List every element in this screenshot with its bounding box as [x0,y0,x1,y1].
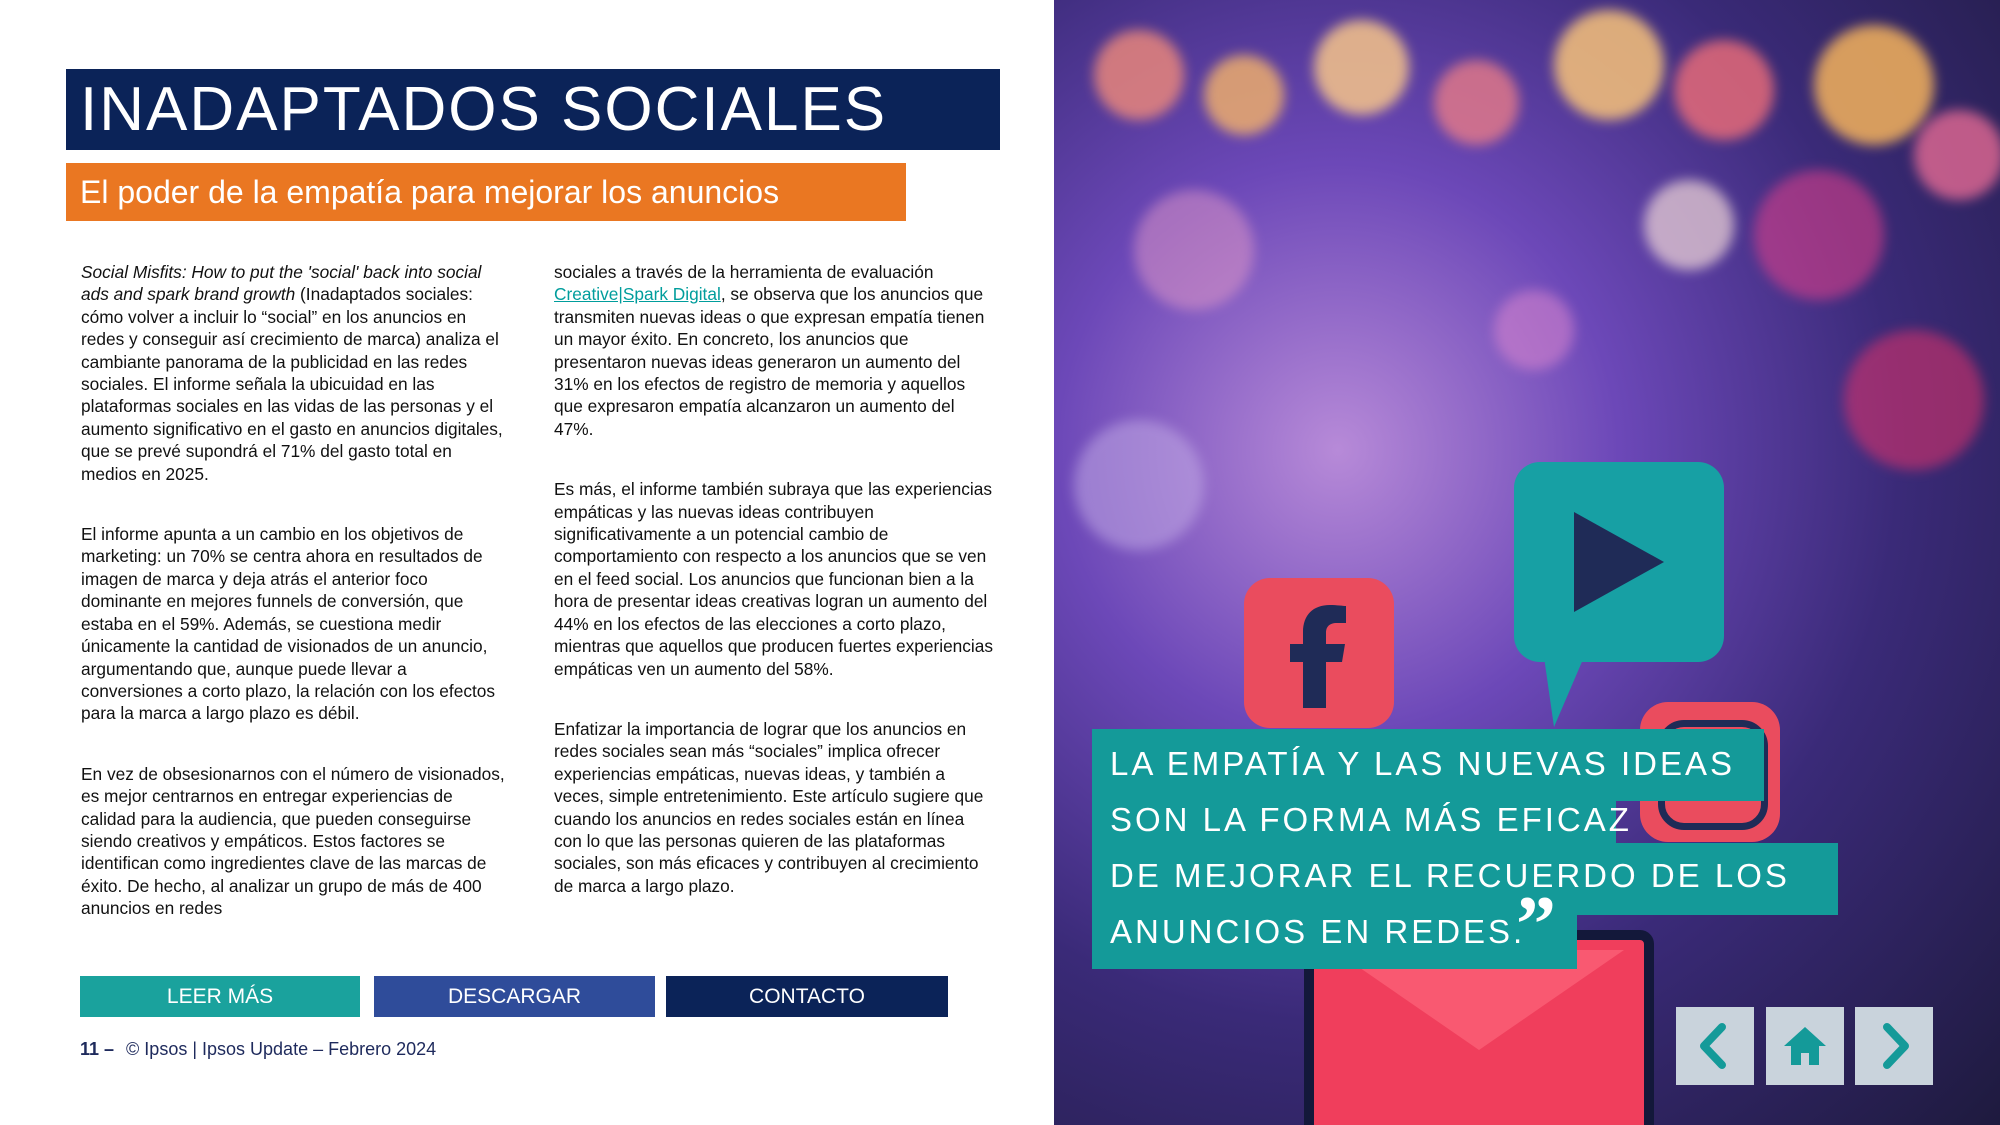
quote-line-1: LA EMPATÍA Y LAS NUEVAS IDEAS [1110,745,1736,782]
paragraph-4-start: sociales a través de la herramienta de evaluación [554,262,934,282]
previous-page-button[interactable] [1676,1007,1754,1085]
page-number: 11 – [80,1039,115,1059]
paragraph-5: Es más, el informe también subraya que las experiencias empáticas y las nuevas ideas contribuyen significativamente a un potencial cambio de comportamiento con respecto a los anuncios que se ven en el feed social. Los anuncios que funcionan bien a la hora de presentar ideas creativas logran un aumento del 44% en los efectos de las elecciones a corto plazo, mientras que aquellos que producen fuertes experiencias empáticas ven un aumento del 58%. [554,479,994,679]
text-column-2 [554,261,994,935]
report-title: Social Misfits: How to put the 'social' back into social ads and spark brand growth [81,262,482,305]
page-subtitle: El poder de la empatía para mejorar los anuncios [66,163,906,221]
quote-line-2: SON LA FORMA MÁS EFICAZ [1110,801,1632,838]
paragraph-1 [81,261,511,485]
hero-image [1054,0,2000,1125]
closing-quote-mark: ” [1516,881,1556,969]
facebook-icon [1244,578,1394,728]
paragraph-4 [554,261,994,440]
bokeh-light [1674,40,1774,140]
bokeh-light [1844,330,1984,470]
chevron-right-icon [1869,1021,1919,1071]
home-button[interactable] [1766,1007,1844,1085]
home-icon [1780,1021,1830,1071]
bokeh-light [1914,110,2000,200]
download-button[interactable]: DESCARGAR [374,976,655,1017]
quote-line-4: ANUNCIOS EN REDES. [1110,913,1526,950]
bokeh-light [1204,55,1284,135]
bokeh-light [1074,420,1204,550]
bokeh-light [1814,25,1934,145]
paragraph-6: Enfatizar la importancia de lograr que los anuncios en redes sociales sean más “sociales” implica ofrecer experiencias empáticas, nuevas ideas, y también a veces, simple entretenimiento. Este artículo sugiere que cuando los anuncios en redes sociales están en línea con lo que las personas quieren de las plataformas sociales, son más eficaces y contribuyen al crecimiento de marca a largo plazo. [554,718,984,896]
page-title: INADAPTADOS SOCIALES [66,69,1000,150]
copyright: © Ipsos | Ipsos Update – Febrero 2024 [126,1039,437,1059]
next-page-button[interactable] [1855,1007,1933,1085]
paragraph-4-end: , se observa que los anuncios que transmiten nuevas ideas o que expresan empatía tienen un mayor éxito. En concreto, los anuncios que presentaron nuevas ideas generaron un aumento del 31% en los efectos de registro de memoria y aquellos que expresaron empatía alcanzaron un aumento del 47%. [554,284,985,439]
creative-spark-link[interactable]: Creative|Spark Digital [554,284,721,305]
bokeh-light [1094,30,1184,120]
bokeh-light [1644,180,1734,270]
bokeh-light [1314,20,1409,115]
read-more-button[interactable]: LEER MÁS [80,976,360,1017]
video-play-icon [1514,462,1724,662]
paragraph-3: En vez de obsesionarnos con el número de visionados, es mejor centrarnos en entregar experiencias de calidad para la audiencia, que pueden conseguirse siendo creativos y empáticos. Estos factores se identifican como ingredientes clave de las marcas de éxito. De hecho, al analizar un grupo de más de 400 anuncios en redes [81,763,505,919]
quote-line-3: DE MEJORAR EL RECUERDO DE LOS [1110,857,1790,894]
text-column-1 [81,261,511,958]
bokeh-light [1494,290,1574,370]
chevron-left-icon [1690,1021,1740,1071]
paragraph-2: El informe apunta a un cambio en los objetivos de marketing: un 70% se centra ahora en resultados de imagen de marca y deja atrás el anterior foco dominante en mejores funnels de conversión, que estaba en el 59%. Además, se cuestiona medir únicamente la cantidad de visionados de un anuncio, argumentando que, aunque puede llevar a conversiones a corto plazo, la relación con los efectos para la marca a largo plazo es débil. [81,524,496,724]
bokeh-light [1434,60,1519,145]
paragraph-1-body: (Inadaptados sociales: cómo volver a incluir lo “social” en los anuncios en redes y conseguir así crecimiento de marca) analiza el cambiante panorama de la publicidad en las redes sociales. El informe señala la ubicuidad en las plataformas sociales en las vidas de las personas y el aumento significativo en el gasto en anuncios digitales, que se prevé supondrá el 71% del gasto total en medios en 2025. [81,284,503,484]
contact-button[interactable]: CONTACTO [666,976,948,1017]
bokeh-light [1134,190,1254,310]
bokeh-light [1754,170,1884,300]
bokeh-light [1554,10,1664,120]
footer [80,1039,436,1060]
